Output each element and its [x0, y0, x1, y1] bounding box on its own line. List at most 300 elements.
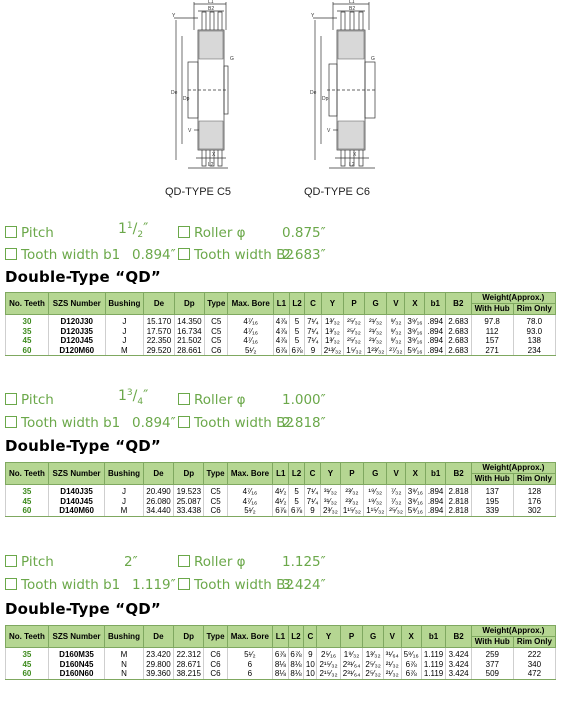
table-cell: 6⅞ [289, 506, 305, 516]
checkbox-square-icon [5, 578, 17, 590]
table-cell: C6 [204, 669, 227, 679]
table-cell: 5⁹⁄₁₆ [405, 506, 425, 516]
pitch-label-1: Pitch [5, 225, 54, 241]
table-cell: 2.683 [446, 346, 472, 356]
table-cell: 60 [6, 346, 49, 356]
table-cell: 234 [513, 346, 555, 356]
table-cell: 2⁵⁄₃₂ [363, 669, 383, 679]
table-cell: D160M35 [48, 648, 104, 660]
column-header: Max. Bore [227, 626, 273, 648]
roller-value-1: 0.875″ [282, 225, 326, 241]
table-cell: 5 [289, 497, 305, 507]
table-cell: ¹⁹⁄₃₂ [364, 497, 387, 507]
table-cell: 29.800 [143, 660, 173, 670]
table-cell: C5 [205, 327, 228, 337]
table-cell: 19.523 [174, 485, 204, 497]
table-row [6, 648, 556, 660]
table-cell: 4⅞ [274, 336, 290, 346]
table-cell: 5⁹⁄₁₆ [401, 648, 421, 660]
table-cell: 1.119 [421, 648, 446, 660]
table-cell: 26.080 [143, 497, 173, 507]
dim-v: V [188, 128, 192, 134]
column-header: G [364, 293, 387, 315]
table-cell: C6 [204, 660, 227, 670]
table-cell: 3⁹⁄₁₆ [405, 336, 425, 346]
column-header: b1 [425, 463, 446, 485]
pitch-value-3: 2″ [124, 554, 138, 570]
table-cell: 4¹⁄₂ [273, 485, 289, 497]
table-cell: 4⁷⁄₁₆ [228, 315, 274, 327]
technical-drawings [0, 0, 561, 205]
table-cell: 3.424 [446, 648, 471, 660]
table-cell: 259 [471, 648, 513, 660]
dim-de: De [310, 90, 317, 96]
table-cell: .894 [425, 315, 446, 327]
dim-g: G [230, 56, 234, 62]
table-cell: D160N60 [48, 669, 104, 679]
table-cell: J [105, 485, 144, 497]
checkbox-square-icon [5, 248, 17, 260]
column-header: No. Teeth [6, 293, 49, 315]
table-cell: 6⅞ [289, 346, 305, 356]
column-header: X [405, 463, 425, 485]
column-header: Dp [174, 293, 204, 315]
table-cell: 7¹⁄₄ [305, 315, 321, 327]
table-cell: 2.683 [446, 315, 472, 327]
table-cell: .894 [425, 506, 446, 516]
table-cell: 2⁵⁄₁₆ [317, 648, 340, 660]
column-header: V [387, 293, 405, 315]
table-cell: D120J30 [49, 315, 105, 327]
table-cell: ²³⁄₃₂ [340, 497, 363, 507]
table-cell: 7¹⁄₄ [304, 497, 320, 507]
b2-value-3: 3.424″ [282, 577, 326, 593]
b1-value-3: 1.119″ [132, 577, 176, 593]
column-header: Bushing [105, 626, 144, 648]
table-cell: 2.818 [446, 506, 471, 516]
table-cell: 4⁷⁄₁₆ [228, 327, 274, 337]
table-cell: 34.440 [143, 506, 173, 516]
column-header: De [144, 293, 174, 315]
column-header: C [304, 463, 320, 485]
table-cell: J [105, 327, 144, 337]
dim-dp: Dp [183, 96, 190, 102]
table-cell: ³¹⁄₆₄ [383, 648, 401, 660]
checkbox-square-icon [5, 393, 17, 405]
b1-label-2: Tooth width b1 [5, 415, 120, 431]
checkbox-square-icon [178, 578, 190, 590]
table-cell: 2.818 [446, 485, 471, 497]
table-cell: ²⁵⁄₃₂ [344, 315, 364, 327]
table-cell: 340 [513, 660, 555, 670]
column-header: No. Teeth [6, 626, 49, 648]
b1-value-2: 0.894″ [132, 415, 176, 431]
table-cell: J [105, 315, 144, 327]
table-cell: 6 [227, 669, 273, 679]
table-cell: 9 [304, 648, 317, 660]
table-cell: 45 [6, 336, 49, 346]
column-header: L2 [289, 293, 305, 315]
dim-x: X [212, 152, 216, 158]
table-cell: 30 [6, 315, 49, 327]
column-header: C [305, 293, 321, 315]
table-cell: 222 [513, 648, 555, 660]
table-cell: 28.671 [174, 660, 204, 670]
table-cell: .894 [425, 336, 446, 346]
column-header: V [383, 626, 401, 648]
table-cell: 6⅞ [401, 669, 421, 679]
table-cell: 6⅞ [288, 648, 304, 660]
table-cell: 2¹⁵⁄₃₂ [317, 660, 340, 670]
table-row [6, 497, 556, 507]
table-cell: 9 [304, 506, 320, 516]
table-cell: C5 [205, 315, 228, 327]
checkbox-square-icon [178, 248, 190, 260]
table-cell: 271 [471, 346, 513, 356]
table-cell: .894 [425, 497, 446, 507]
column-header: Max. Bore [228, 293, 274, 315]
table-cell: 1³⁄₃₂ [321, 327, 344, 337]
checkbox-square-icon [5, 226, 17, 238]
table-cell: 1.119 [421, 660, 446, 670]
table-cell: 5 [289, 327, 305, 337]
table-cell: C6 [204, 506, 227, 516]
roller-label-3: Roller φ [178, 554, 246, 570]
column-header-weight: Weight(Approx.) [471, 463, 555, 474]
table-cell: C5 [204, 485, 227, 497]
table-cell: 1³⁄₃₂ [321, 315, 344, 327]
dim-l1: L1 [349, 0, 355, 5]
checkbox-square-icon [5, 555, 17, 567]
dim-y: Y [311, 13, 315, 19]
b2-value-2: 2.818″ [282, 415, 326, 431]
table-cell: 509 [471, 669, 513, 679]
column-header: Dp [174, 463, 204, 485]
dim-b2: B2 [349, 6, 356, 12]
table-cell: 5¹⁄₂ [227, 648, 273, 660]
table-cell: 35 [6, 327, 49, 337]
section-title-2: Double-Type “QD” [5, 437, 161, 455]
dim-de: De [171, 90, 178, 96]
table-cell: 6⅞ [273, 648, 289, 660]
table-cell: D120M60 [49, 346, 105, 356]
column-header: SZS Number [49, 293, 105, 315]
dim-b2: B2 [208, 6, 215, 12]
table-cell: 14.350 [174, 315, 204, 327]
table-cell: 3⁹⁄₁₆ [405, 497, 425, 507]
table-cell: 10 [304, 669, 317, 679]
table-cell: 22.350 [144, 336, 174, 346]
column-header: Type [205, 293, 228, 315]
column-header: Type [204, 626, 227, 648]
pitch-value-1: $1^1/_2''$ [118, 221, 149, 240]
table-cell: 1¹⁵⁄₃₂ [364, 506, 387, 516]
column-header: SZS Number [48, 463, 104, 485]
table-row [6, 660, 556, 670]
pitch-label-3: Pitch [5, 554, 54, 570]
section-title-1: Double-Type “QD” [5, 268, 161, 286]
table-cell: 25.087 [174, 497, 204, 507]
table-cell: M [105, 648, 144, 660]
table-cell: 157 [471, 336, 513, 346]
column-header: De [143, 463, 173, 485]
table-cell: ²⁷⁄₃₂ [387, 346, 405, 356]
table-cell: 33.438 [174, 506, 204, 516]
table-cell: ⁹⁄₃₂ [387, 336, 405, 346]
table-cell: 78.0 [513, 315, 555, 327]
table-cell: 1.119 [421, 669, 446, 679]
column-header: b1 [425, 293, 446, 315]
table-row [6, 506, 556, 516]
c5-caption: QD-TYPE C5 [165, 186, 232, 198]
qd-type-c5-drawing [168, 0, 268, 178]
table-cell: 38.215 [174, 669, 204, 679]
table-cell: ²⁵⁄₃₂ [344, 336, 364, 346]
table-cell: D140J45 [48, 497, 104, 507]
column-header: B2 [446, 293, 472, 315]
column-header: P [340, 626, 363, 648]
column-header: Y [321, 293, 344, 315]
table-cell: ²⁵⁄₃₂ [387, 506, 405, 516]
table-cell: ²³⁄₃₂ [340, 485, 363, 497]
table-cell: ⁹⁄₃₂ [387, 315, 405, 327]
column-header: C [304, 626, 317, 648]
table-cell: 7¹⁄₄ [305, 327, 321, 337]
table-cell: 35 [6, 648, 49, 660]
section-title-3: Double-Type “QD” [5, 600, 161, 618]
table-cell: ²¹⁄₃₂ [383, 669, 401, 679]
dim-v: V [327, 128, 331, 134]
b1-value-1: 0.894″ [132, 247, 176, 263]
column-header-weight: Weight(Approx.) [471, 626, 555, 637]
column-subheader: With Hub [471, 474, 513, 485]
table-cell: 2.683 [446, 336, 472, 346]
table-cell: ⁹⁄₃₂ [387, 327, 405, 337]
b2-label-3: Tooth width B2 [178, 577, 294, 593]
b2-label-1: Tooth width B2 [178, 247, 294, 263]
table-cell: 5 [289, 315, 305, 327]
column-subheader: With Hub [471, 637, 513, 648]
dim-l2: L2 [208, 162, 214, 168]
table-cell: 6⅞ [274, 346, 290, 356]
column-header: G [363, 626, 383, 648]
dim-l1: L1 [208, 0, 214, 5]
qd-type-c6-drawing [307, 0, 407, 178]
table-cell: 21.502 [174, 336, 204, 346]
column-subheader: Rim Only [513, 637, 555, 648]
table-cell: 28.661 [174, 346, 204, 356]
table-cell: 35 [6, 485, 49, 497]
table-cell: 2.683 [446, 327, 472, 337]
table-cell: D140J35 [48, 485, 104, 497]
roller-label-2: Roller φ [178, 392, 246, 408]
table-cell: 3⁹⁄₁₆ [405, 485, 425, 497]
table-cell: 45 [6, 497, 49, 507]
table-row [6, 669, 556, 679]
column-header: Y [321, 463, 341, 485]
b2-label-2: Tooth width B2 [178, 415, 294, 431]
checkbox-square-icon [178, 226, 190, 238]
table-cell: 2³¹⁄₆₄ [340, 669, 363, 679]
table-cell: 6 [227, 660, 273, 670]
column-header: Dp [174, 626, 204, 648]
table-cell: 6⅞ [273, 506, 289, 516]
column-header: SZS Number [48, 626, 104, 648]
column-header: P [344, 293, 364, 315]
table-cell: ²¹⁄₃₂ [364, 336, 387, 346]
column-subheader: Rim Only [513, 474, 555, 485]
table-cell: 302 [513, 506, 555, 516]
column-header: Y [317, 626, 340, 648]
table-cell: 7¹⁄₄ [305, 336, 321, 346]
table-cell: 29.520 [144, 346, 174, 356]
table-cell: 4⅞ [274, 315, 290, 327]
column-header: B2 [446, 463, 471, 485]
table-cell: D140M60 [48, 506, 104, 516]
checkbox-square-icon [178, 393, 190, 405]
roller-value-2: 1.000″ [282, 392, 326, 408]
table-cell: ¹⁹⁄₃₂ [364, 485, 387, 497]
table-cell: D120J45 [49, 336, 105, 346]
spec-table-2 [5, 462, 556, 517]
table-cell: 17.570 [144, 327, 174, 337]
b1-label-1: Tooth width b1 [5, 247, 120, 263]
roller-label-1: Roller φ [178, 225, 246, 241]
column-header: G [364, 463, 387, 485]
table-cell: 377 [471, 660, 513, 670]
checkbox-square-icon [178, 416, 190, 428]
table-cell: 8⅛ [273, 669, 289, 679]
table-cell: 97.8 [471, 315, 513, 327]
column-header: Max. Bore [227, 463, 273, 485]
checkbox-square-icon [5, 416, 17, 428]
column-header: Bushing [105, 293, 144, 315]
table-cell: 128 [513, 485, 555, 497]
table-cell: 8⅛ [288, 660, 304, 670]
table-cell: J [105, 497, 144, 507]
column-header: L1 [274, 293, 290, 315]
table-cell: 2.818 [446, 497, 471, 507]
column-header: B2 [446, 626, 471, 648]
table-row [6, 485, 556, 497]
table-cell: ²¹⁄₃₂ [364, 327, 387, 337]
column-header: X [401, 626, 421, 648]
spec-table-1 [5, 292, 556, 356]
table-cell: C6 [205, 346, 228, 356]
table-cell: 8⅛ [288, 669, 304, 679]
table-cell: .894 [425, 327, 446, 337]
table-cell: 137 [471, 485, 513, 497]
table-cell: 112 [471, 327, 513, 337]
checkbox-square-icon [178, 555, 190, 567]
table-cell: 2³⁄₃₂ [321, 506, 341, 516]
table-cell: 1³⁄₃₂ [321, 336, 344, 346]
table-cell: J [105, 336, 144, 346]
table-cell: 2¹³⁄₃₂ [321, 346, 344, 356]
table-cell: 1⁵⁄₃₂ [344, 346, 364, 356]
table-cell: 3⁹⁄₁₆ [405, 327, 425, 337]
column-header: Type [204, 463, 227, 485]
table-cell: 1²³⁄₃₂ [364, 346, 387, 356]
table-row [6, 346, 556, 356]
table-cell: 60 [6, 669, 49, 679]
table-cell: 1¹⁵⁄₃₂ [340, 506, 363, 516]
dim-y: Y [172, 13, 176, 19]
column-header: Bushing [105, 463, 144, 485]
table-cell: .894 [425, 485, 446, 497]
column-header: De [143, 626, 173, 648]
b2-value-1: 2.683″ [282, 247, 326, 263]
table-cell: 5¹⁄₂ [227, 506, 273, 516]
pitch-label-2: Pitch [5, 392, 54, 408]
table-cell: 6⅞ [401, 660, 421, 670]
table-cell: 2³¹⁄₆₄ [340, 660, 363, 670]
table-cell: C5 [204, 497, 227, 507]
table-row [6, 315, 556, 327]
table-cell: N [105, 669, 144, 679]
column-header: b1 [421, 626, 446, 648]
table-cell: 176 [513, 497, 555, 507]
column-subheader: With Hub [471, 304, 513, 315]
table-cell: 472 [513, 669, 555, 679]
table-cell: C5 [205, 336, 228, 346]
table-cell: 4⁷⁄₁₆ [227, 485, 273, 497]
table-cell: 4⁷⁄₁₆ [227, 497, 273, 507]
table-cell: 8⅛ [273, 660, 289, 670]
table-cell: 1³⁄₃₂ [363, 648, 383, 660]
column-header: X [405, 293, 425, 315]
pitch-value-2: $1^3/_4''$ [118, 388, 149, 407]
column-header: No. Teeth [6, 463, 49, 485]
table-cell: 39.360 [143, 669, 173, 679]
table-cell: 93.0 [513, 327, 555, 337]
dim-x: X [353, 152, 357, 158]
table-cell: 4⁷⁄₁₆ [228, 336, 274, 346]
table-cell: ³¹⁄₃₂ [321, 497, 341, 507]
column-header-weight: Weight(Approx.) [471, 293, 555, 304]
table-cell: ²⁵⁄₃₂ [344, 327, 364, 337]
table-cell: ⁷⁄₃₂ [387, 485, 405, 497]
table-cell: 23.420 [143, 648, 173, 660]
table-cell: 5¹⁄₂ [228, 346, 274, 356]
column-header: L1 [273, 463, 289, 485]
dim-l2: L2 [349, 162, 355, 168]
table-cell: 1⁹⁄₃₂ [340, 648, 363, 660]
table-cell: 5 [289, 485, 305, 497]
table-cell: 45 [6, 660, 49, 670]
table-cell: 16.734 [174, 327, 204, 337]
column-header: V [387, 463, 405, 485]
table-cell: 195 [471, 497, 513, 507]
table-cell: 60 [6, 506, 49, 516]
table-cell: C6 [204, 648, 227, 660]
dim-dp: Dp [322, 96, 329, 102]
dim-g: G [371, 56, 375, 62]
table-cell: 339 [471, 506, 513, 516]
table-cell: 3.424 [446, 660, 471, 670]
column-header: L1 [273, 626, 289, 648]
table-cell: ²¹⁄₃₂ [383, 660, 401, 670]
table-row [6, 336, 556, 346]
table-cell: 4⅞ [274, 327, 290, 337]
table-cell: 3⁹⁄₁₆ [405, 315, 425, 327]
table-cell: 2¹⁵⁄₃₂ [317, 669, 340, 679]
table-cell: D160N45 [48, 660, 104, 670]
table-cell: 5 [289, 336, 305, 346]
column-header: P [340, 463, 363, 485]
table-cell: .894 [425, 346, 446, 356]
table-cell: N [105, 660, 144, 670]
